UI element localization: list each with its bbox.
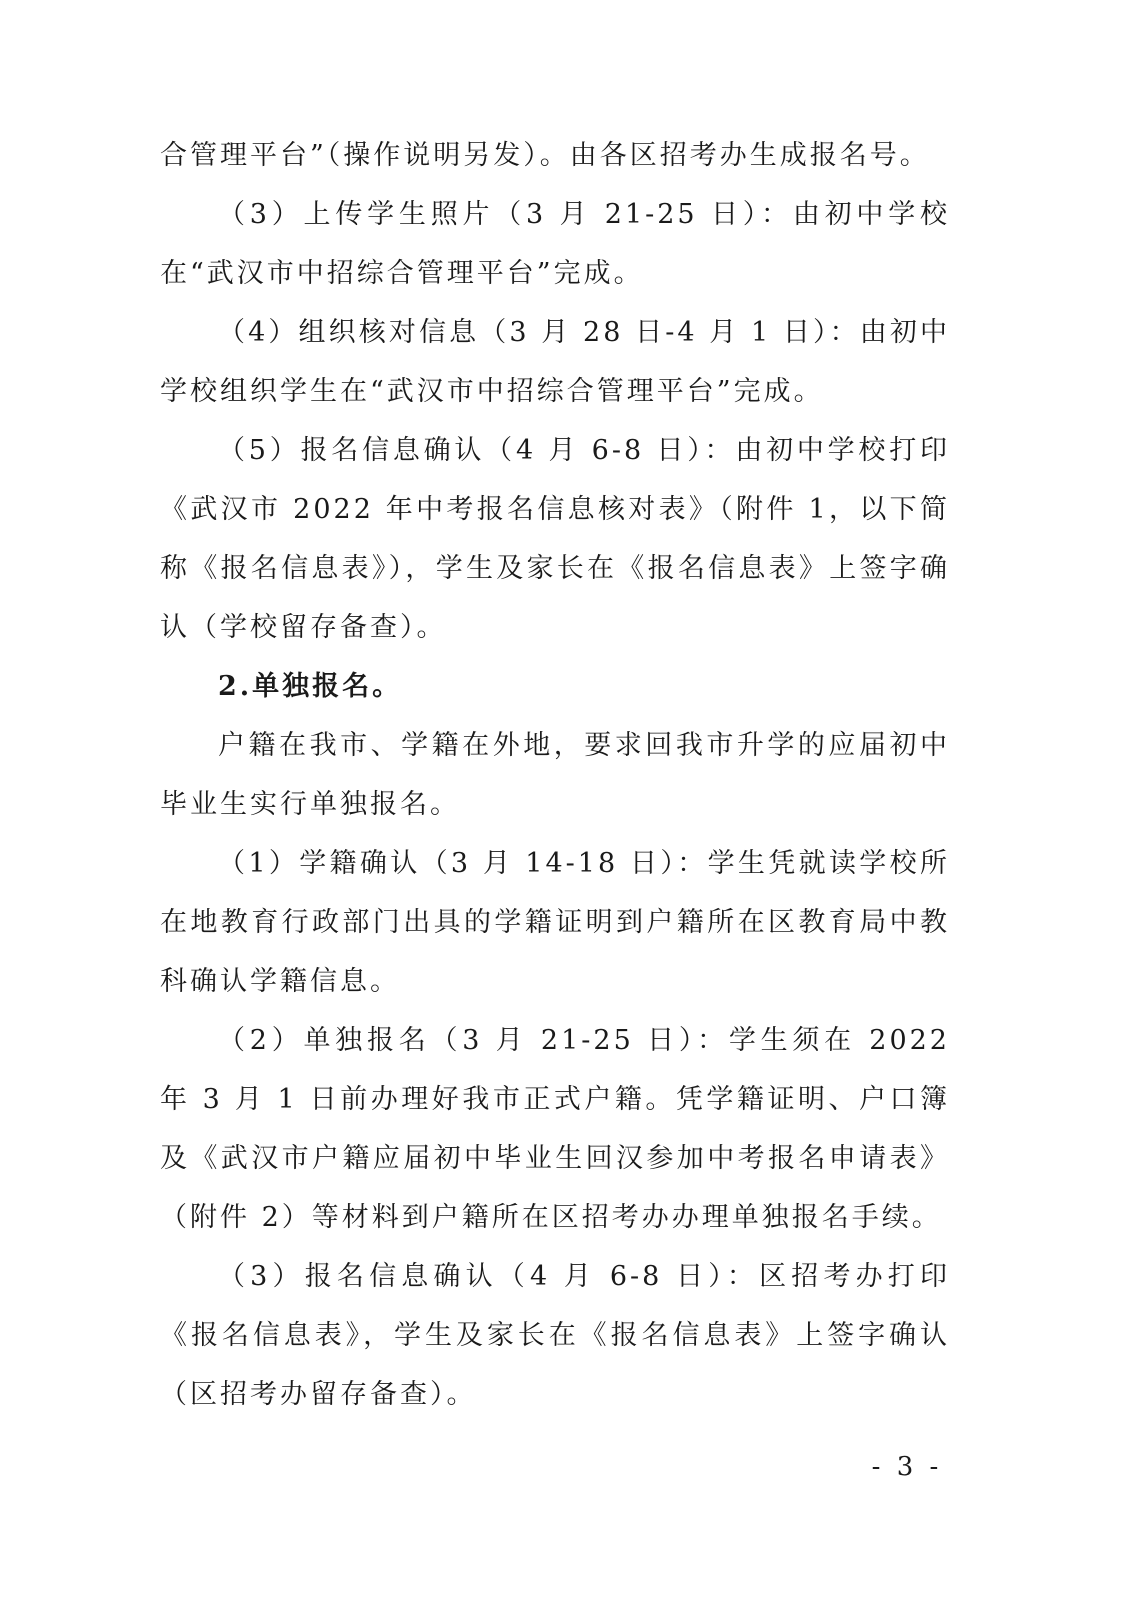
- paragraph-verify-info: （4）组织核对信息（3 月 28 日-4 月 1 日）：由初中学校组织学生在“武汉市中招综合管理平台”完成。: [160, 317, 950, 407]
- paragraph-enrollment-confirmation: （1）学籍确认（3 月 14-18 日）：学生凭就读学校所在地教育行政部门出具的学籍证明到户籍所在区教育局中教科确认学籍信息。: [160, 848, 950, 997]
- paragraph-separate-registration-procedure: （2）单独报名（3 月 21-25 日）：学生须在 2022 年 3 月 1 日前办理好我市正式户籍。凭学籍证明、户口簿及《武汉市户籍应届初中毕业生回汉参加中考报名申请表》（附件 2）等材料到户籍所在区招考办办理单独报名手续。: [160, 1025, 950, 1233]
- page-number: - 3 -: [871, 1452, 943, 1482]
- section-heading-separate-registration: 2.单独报名。: [218, 671, 403, 702]
- paragraph-confirm-registration: （5）报名信息确认（4 月 6-8 日）：由初中学校打印《武汉市 2022 年中考报名信息核对表》（附件 1，以下简称《报名信息表》），学生及家长在《报名信息表》上签字确认（学校留存备查）。: [160, 435, 950, 643]
- paragraph-district-confirmation: （3）报名信息确认（4 月 6-8 日）：区招考办打印《报名信息表》，学生及家长在《报名信息表》上签字确认（区招考办留存备查）。: [160, 1261, 950, 1410]
- paragraph-separate-registration-scope: 户籍在我市、学籍在外地，要求回我市升学的应届初中毕业生实行单独报名。: [160, 730, 950, 820]
- paragraph-continuation: 合管理平台”（操作说明另发）。由各区招考办生成报名号。: [160, 140, 930, 171]
- paragraph-upload-photos: （3）上传学生照片（3 月 21-25 日）：由初中学校在“武汉市中招综合管理平台”完成。: [160, 199, 950, 289]
- document-body: [160, 126, 950, 1424]
